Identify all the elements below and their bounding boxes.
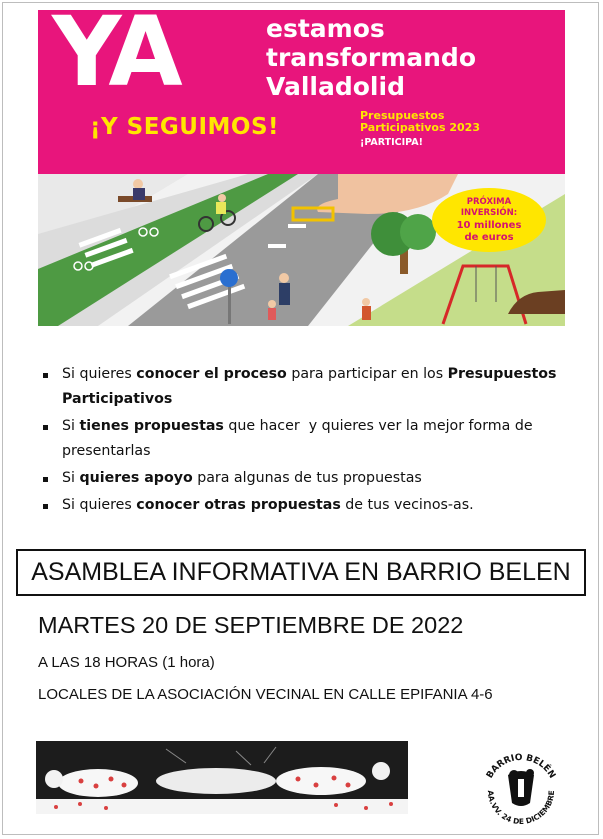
investment-badge bbox=[432, 188, 546, 252]
svg-text:BARRIO BELÉN: BARRIO BELÉN bbox=[485, 752, 557, 781]
bullet-text: para participar en los bbox=[286, 366, 448, 382]
bullet-item bbox=[40, 493, 570, 518]
bullet-item bbox=[40, 362, 570, 412]
seguimos-slogan: ¡Y SEGUIMOS! bbox=[90, 114, 280, 140]
headline-line-2: transformando bbox=[266, 43, 476, 72]
mural-image bbox=[36, 741, 408, 814]
headline-line-3: Valladolid bbox=[266, 72, 405, 101]
presupuestos-line-1: Presupuestos bbox=[360, 109, 445, 122]
event-date: MARTES 20 DE SEPTIEMBRE DE 2022 bbox=[38, 612, 464, 638]
association-logo-art bbox=[478, 745, 564, 831]
mural-art bbox=[36, 741, 408, 814]
bullet-item bbox=[40, 466, 570, 491]
assembly-title-box bbox=[16, 549, 586, 596]
assembly-title: ASAMBLEA INFORMATIVA EN BARRIO BELEN bbox=[31, 558, 571, 586]
bullet-bold-text: conocer otras propuestas bbox=[136, 497, 341, 513]
badge-line-3: 10 millones bbox=[456, 220, 522, 231]
headline bbox=[266, 14, 476, 101]
presupuestos-label bbox=[360, 110, 480, 134]
badge-line-2: INVERSIÓN: bbox=[460, 208, 518, 218]
badge-line-1: PRÓXIMA bbox=[466, 197, 512, 207]
bullet-text: Si quieres bbox=[62, 497, 137, 513]
bullet-bold-text: quieres apoyo bbox=[79, 470, 193, 486]
bullet-text: Si bbox=[62, 470, 80, 486]
headline-line-1: estamos bbox=[266, 14, 385, 43]
bullet-text: que hacer y quieres ver la mejor forma de presentarlas bbox=[62, 418, 538, 459]
bullet-text: para algunas de tus propuestas bbox=[192, 470, 422, 486]
bullet-bold-text: conocer el proceso bbox=[136, 366, 287, 382]
bullet-text: Si bbox=[62, 418, 80, 434]
bullet-text: de tus vecinos-as. bbox=[340, 497, 474, 513]
bullet-bold-text: Presupuestos Participativos bbox=[62, 366, 557, 407]
svg-text:AA.VV. 24 DE DICIEMBRE: AA.VV. 24 DE DICIEMBRE bbox=[485, 790, 557, 827]
ya-title: YA bbox=[52, 10, 179, 108]
participa-label: ¡PARTICIPA! bbox=[360, 137, 423, 148]
event-place: LOCALES DE LA ASOCIACIÓN VECINAL EN CALLE EPIFANIA 4-6 bbox=[38, 686, 493, 703]
bullet-item bbox=[40, 414, 570, 464]
association-logo bbox=[478, 745, 564, 831]
badge-line-4: de euros bbox=[464, 232, 514, 243]
header-banner bbox=[38, 10, 565, 174]
bullet-bold-text: tienes propuestas bbox=[79, 418, 224, 434]
info-bullet-list bbox=[40, 362, 570, 518]
event-time: A LAS 18 HORAS (1 hora) bbox=[38, 654, 215, 671]
presupuestos-line-2: Participativos 2023 bbox=[360, 121, 480, 134]
bullet-text: Si quieres bbox=[62, 366, 137, 382]
